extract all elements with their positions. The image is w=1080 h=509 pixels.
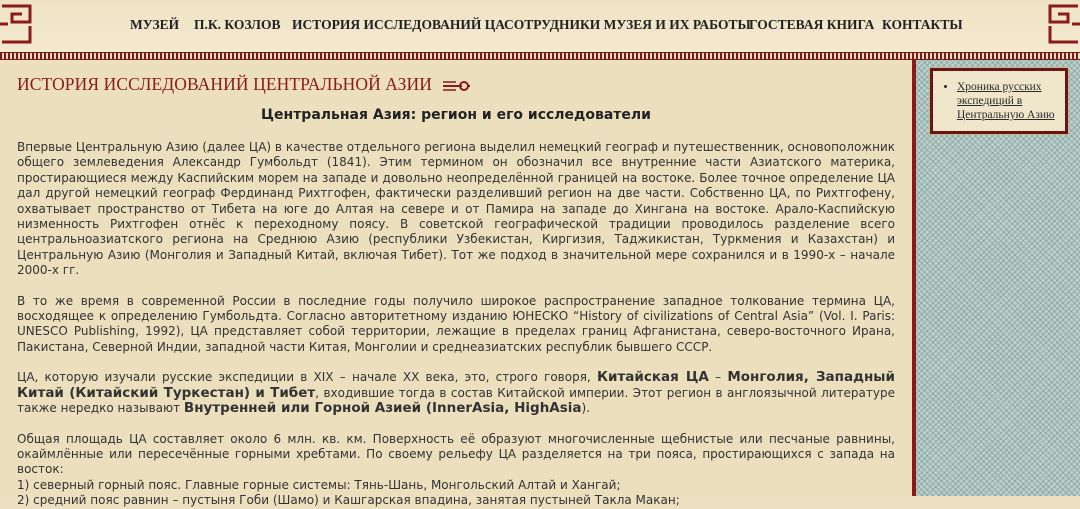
sidebar [916, 60, 1080, 496]
article-subtitle: Центральная Азия: регион и его исследователи [261, 107, 651, 123]
main-menu [130, 17, 1080, 37]
sidebar-list [933, 80, 1065, 122]
nav-item-guestbook[interactable]: ГОСТЕВАЯ КНИГА [749, 17, 875, 32]
main-content [0, 60, 916, 508]
nav-item-contacts[interactable]: КОНТАКТЫ [882, 17, 963, 32]
text-run: Общая площадь ЦА составляет около 6 млн. кв. км. Поверхность её образуют многочисленные щебнистые или песчаные равнины, окаймлённые или пересечённые горными хребтами. По своему рельефу ЦА разделяется на три пояса, простирающихся с запада на восток: [17, 431, 895, 477]
page-title [17, 74, 470, 95]
ornament-corner-left [0, 2, 40, 46]
nav-item-staff[interactable]: СОТРУДНИКИ МУЗЕЯ И ИХ РАБОТЫ [504, 17, 751, 32]
paragraph-2: В то же время в современной России в последние годы получило широкое распространение западное толкование термина ЦА, восходящее к определению Гумбольдта. Согласно авторитетному изданию ЮНЕСКО “History of civilizations of Central Asia” (Vol. I. Paris: UNESCO Publishing, 1992), ЦА представляет собой территории, лежащие в пределах границ Афганистана, северо-восточного Ирана, Пакистана, Северной Индии, западной части Китая, Монголии и среднеазиатских республик бывшего СССР. [17, 293, 895, 354]
text-run: ЦА, которую изучали русские экспедиции в XIX – начале XX века, это, строго говоря, [17, 370, 597, 385]
list-item: 1) северный горный пояс. Главные горные системы: Тянь-Шань, Монгольский Алтай и Хангай; [17, 477, 621, 492]
nav-item-kozlov[interactable]: П.К. КОЗЛОВ [194, 17, 281, 32]
paragraph-4 [17, 432, 895, 478]
decorative-border [0, 52, 1080, 60]
page-title-text: ИСТОРИЯ ИССЛЕДОВАНИЙ ЦЕНТРАЛЬНОЙ АЗИИ [17, 74, 432, 94]
top-navigation-bar [0, 0, 1080, 52]
sidebar-links-box [930, 68, 1068, 134]
nav-item-museum[interactable]: МУЗЕЙ [130, 17, 180, 32]
ornament-arrow-icon [442, 79, 470, 93]
text-run: ). [581, 401, 591, 416]
text-run: , входившие тогда в состав Китайской империи. Этот регион в англоязычной литературе также нередко называют [17, 385, 895, 416]
bold-term: Внутренней или Горной Азией (InnerAsia, HighAsia [183, 400, 582, 417]
list-item: 2) средний пояс равнин – пустыня Гоби (Шамо) и Кашгарская впадина, занятая пустыней Такла Макан; [17, 493, 680, 508]
text-run: – [708, 370, 728, 385]
sidebar-link-chronicle[interactable]: • Хроника русских экспедиций в Центральную Азию [957, 80, 1065, 122]
bold-term: Китайская ЦА [596, 369, 709, 386]
bold-term: Монголия, Западный Китай (Китайский Туркестан) и Тибет [17, 369, 895, 401]
article-body [17, 140, 895, 509]
nav-item-history[interactable]: ИСТОРИЯ ИССЛЕДОВАНИЙ ЦА [292, 17, 505, 32]
paragraph-1: Впервые Центральную Азию (далее ЦА) в качестве отдельного региона выделил немецкий географ и путешественник, основоположник общего землеведения Александр Гумбольдт (1841). Этим термином он обозначил все внутренние части Азиатского материка, простирающиеся между Каспийским морем на западе и довольно неопределённой границей на востоке. Более точное определение ЦА дал другой немецкий географ Фердинанд Рихтгофен, фактически разделивший регион на две части. Собственно ЦА, по Рихтгофену, охватывает пространство от Тибета на юге до Алтая на севере и от Памира на западе до Хингана на востоке. Арало-Каспийскую низменность Рихтгофен отнёс к переходному поясу. В советской географической традиции проводилось разделение всего центральноазиатского региона на Среднюю Азию (республики Узбекистан, Киргизия, Таджикистан, Туркмения и Казахстан) и Центральную Азию (Монголия и Западный Китай, включая Тибет). Тот же подход в значительной мере сохранился и в 1990-х – начале 2000-х гг. [17, 140, 895, 278]
paragraph-3 [17, 370, 895, 416]
